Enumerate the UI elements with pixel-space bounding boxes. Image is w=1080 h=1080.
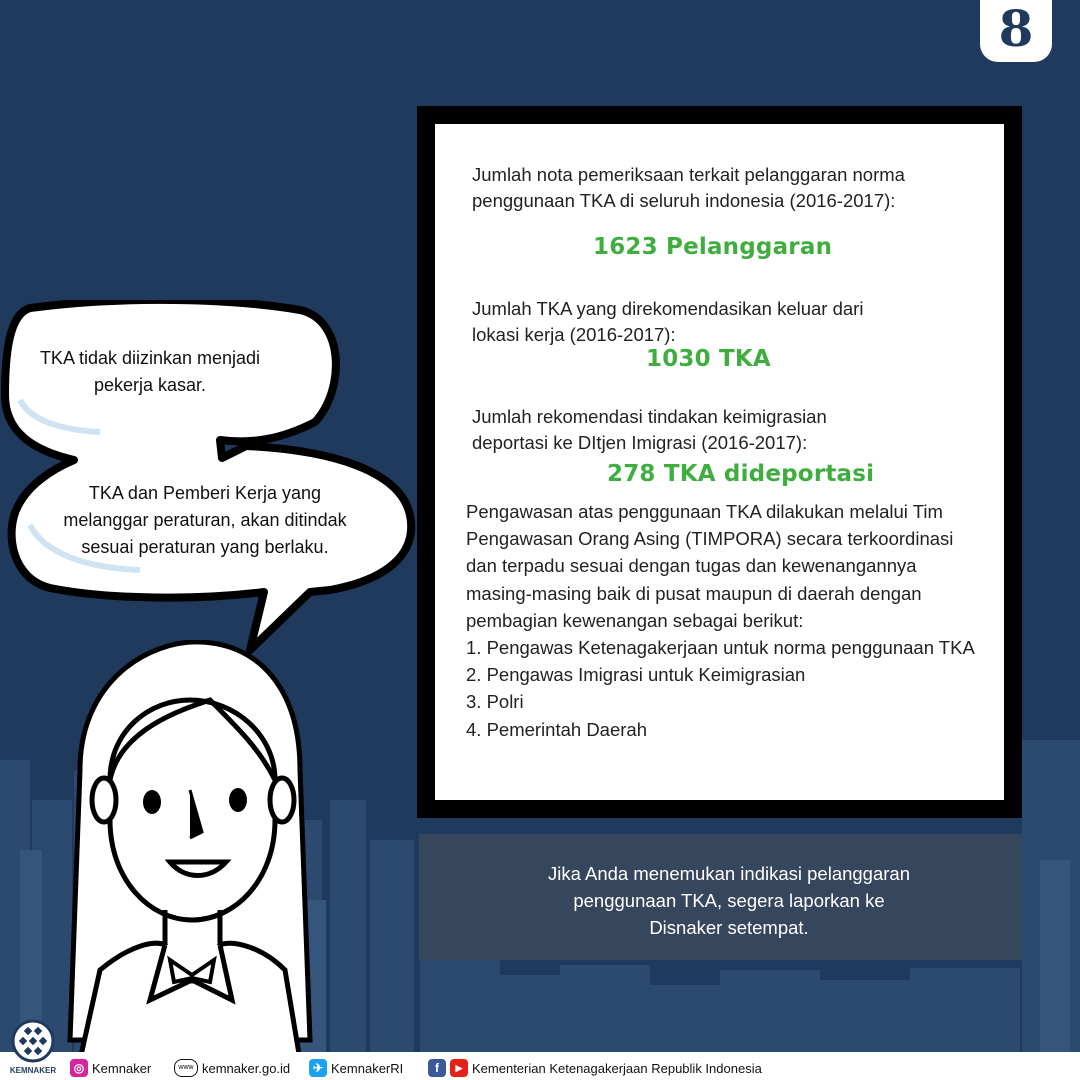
twitter-icon: ✈ [309, 1059, 327, 1077]
report-note-line2: penggunaan TKA, segera laporkan ke [573, 890, 885, 911]
stat-deported: 278 TKA dideportasi [607, 461, 875, 487]
bubble-text-bottom [35, 480, 375, 561]
bubble-bottom-line2: melanggar peraturan, akan ditindak [63, 510, 347, 530]
report-note [419, 834, 1022, 960]
facebook-icon: f [428, 1059, 446, 1077]
report-note-line1: Jika Anda menemukan indikasi pelanggaran [547, 863, 910, 884]
website-icon: www [174, 1059, 198, 1077]
supervision-paragraph [466, 498, 986, 743]
stat-recommended-exit: 1030 TKA [646, 346, 771, 372]
facebook-youtube-link[interactable] [428, 1059, 762, 1077]
bubble-bottom-line1: TKA dan Pemberi Kerja yang [88, 483, 322, 503]
bubble-top-line1: TKA tidak diizinkan menjadi [39, 348, 261, 368]
report-note-line3: Disnaker setempat. [649, 917, 809, 938]
bubble-top-line2: pekerja kasar. [93, 375, 207, 395]
info-card-frame [417, 106, 1022, 818]
bubble-text-top [20, 345, 280, 399]
list-item: 1. Pengawas Ketenagakerjaan untuk norma penggunaan TKA [466, 637, 975, 659]
paragraph-text: Pengawasan atas penggunaan TKA dilakukan melalui Tim Pengawasan Orang Asing (TIMPORA) secara terkoordinasi dan terpadu sesuai dengan tugas dan kewenangannya masing-masing baik di pusat maupun di daerah dengan pembagian kewenangan sebagai berikut: [466, 501, 954, 631]
instagram-link[interactable] [70, 1059, 151, 1077]
ministry-name: Kementerian Ketenagakerjaan Republik Indonesia [472, 1060, 762, 1076]
page-number-badge [980, 0, 1052, 62]
list-item: 3. Polri [466, 691, 524, 713]
youtube-icon: ▶ [450, 1059, 468, 1077]
woman-illustration [60, 640, 320, 1060]
instagram-icon: ◎ [70, 1059, 88, 1077]
kemnaker-logo-icon [6, 1016, 60, 1066]
twitter-link[interactable] [309, 1059, 403, 1077]
page-number: 8 [998, 0, 1034, 58]
list-item: 4. Pemerintah Daerah [466, 718, 647, 740]
instagram-handle: Kemnaker [92, 1060, 152, 1076]
info-card [435, 124, 1004, 800]
question-3: Jumlah rekomendasi tindakan keimigrasian deportasi ke DItjen Imigrasi (2016-2017): [472, 406, 827, 453]
logo-label: KEMNAKER [9, 1066, 57, 1075]
kemnaker-logo [6, 1016, 60, 1078]
question-2: Jumlah TKA yang direkomendasikan keluar dari lokasi kerja (2016-2017): [472, 298, 864, 345]
bubble-bottom-line3: sesuai peraturan yang berlaku. [81, 537, 329, 557]
report-note-text [419, 860, 1039, 941]
list-item: 2. Pengawas Imigrasi untuk Keimigrasian [466, 664, 806, 686]
website-link[interactable] [174, 1059, 290, 1077]
question-1: Jumlah nota pemeriksaan terkait pelanggaran norma penggunaan TKA di seluruh indonesia (2016-2017): [472, 164, 905, 211]
website-url: kemnaker.go.id [202, 1060, 291, 1076]
stat-violations: 1623 Pelanggaran [593, 234, 833, 260]
twitter-handle: KemnakerRI [331, 1060, 404, 1076]
